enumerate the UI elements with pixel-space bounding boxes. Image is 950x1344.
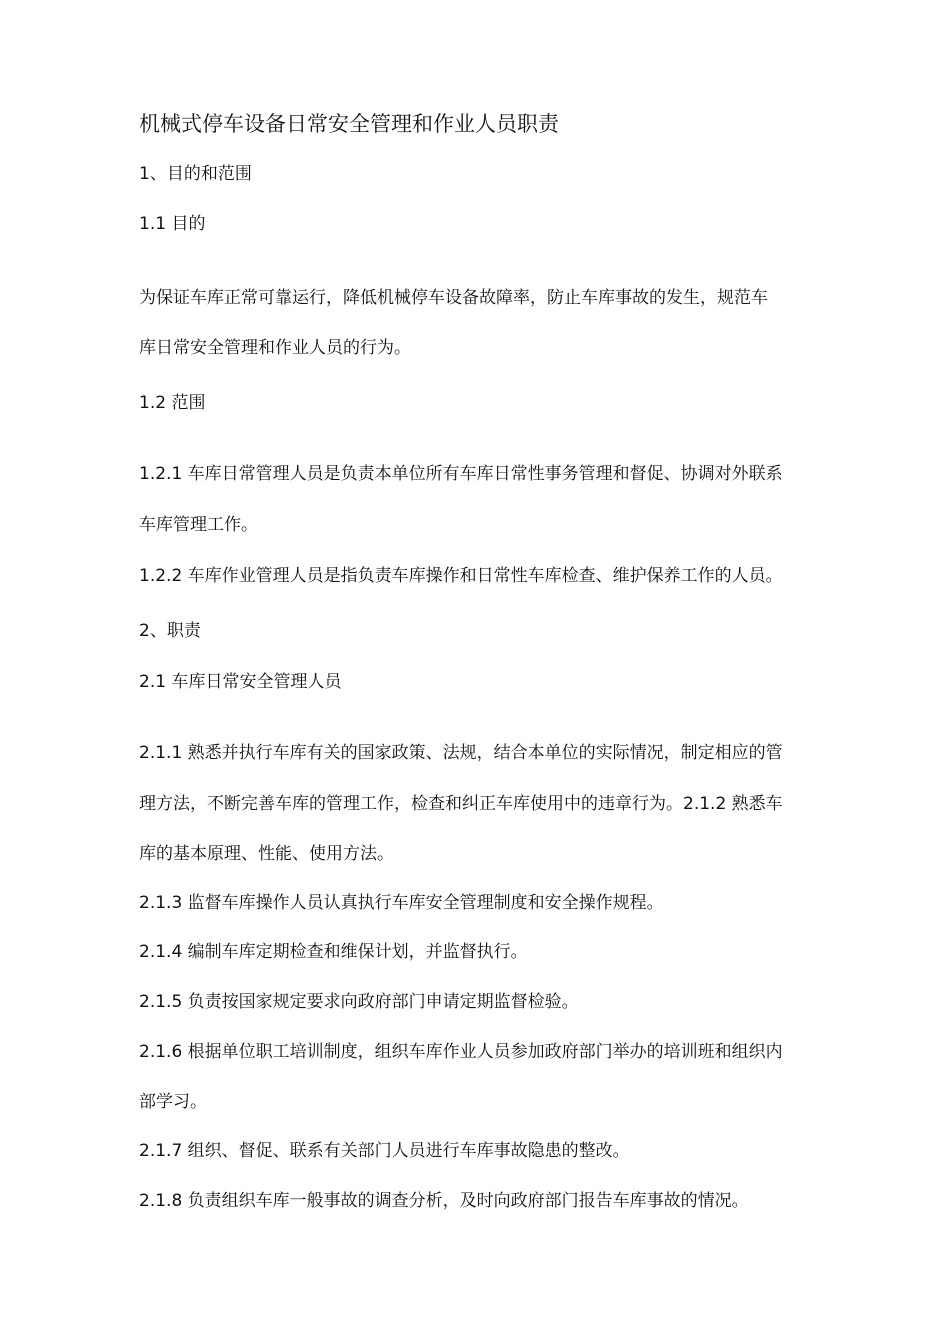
paragraph-line: 2.1.6 根据单位职工培训制度，组织车库作业人员参加政府部门举办的培训班和组织内 [139,1042,783,1062]
paragraph-line: 2.1.8 负责组织车库一般事故的调查分析，及时向政府部门报告车库事故的情况。 [139,1191,749,1211]
paragraph-line: 为保证车库正常可靠运行，降低机械停车设备故障率，防止车库事故的发生，规范车 [139,288,768,308]
paragraph-line: 理方法，不断完善车库的管理工作，检查和纠正车库使用中的违章行为。2.1.2 熟悉车 [139,794,783,814]
paragraph-line: 车库管理工作。 [139,515,258,535]
section-heading: 1、目的和范围 [139,164,252,184]
paragraph-line: 部学习。 [139,1092,207,1112]
paragraph-line: 2.1.7 组织、督促、联系有关部门人员进行车库事故隐患的整改。 [139,1141,630,1161]
page-title: 机械式停车设备日常安全管理和作业人员职责 [139,112,559,136]
paragraph-line: 1.2.1 车库日常管理人员是负责本单位所有车库日常性事务管理和督促、协调对外联系 [139,464,783,484]
subsection-heading: 1.1 目的 [139,214,206,234]
paragraph-line: 库的基本原理、性能、使用方法。 [139,844,394,864]
paragraph-line: 2.1.4 编制车库定期检查和维保计划，并监督执行。 [139,942,528,962]
paragraph-line: 2.1.3 监督车库操作人员认真执行车库安全管理制度和安全操作规程。 [139,893,664,913]
section-heading: 2、职责 [139,621,201,641]
paragraph-line: 库日常安全管理和作业人员的行为。 [139,338,411,358]
subsection-heading: 2.1 车库日常安全管理人员 [139,672,342,692]
paragraph-line: 1.2.2 车库作业管理人员是指负责车库操作和日常性车库检查、维护保养工作的人员。 [139,566,783,586]
paragraph-line: 2.1.5 负责按国家规定要求向政府部门申请定期监督检验。 [139,992,579,1012]
subsection-heading: 1.2 范围 [139,393,206,413]
paragraph-line: 2.1.1 熟悉并执行车库有关的国家政策、法规，结合本单位的实际情况，制定相应的管 [139,743,783,763]
